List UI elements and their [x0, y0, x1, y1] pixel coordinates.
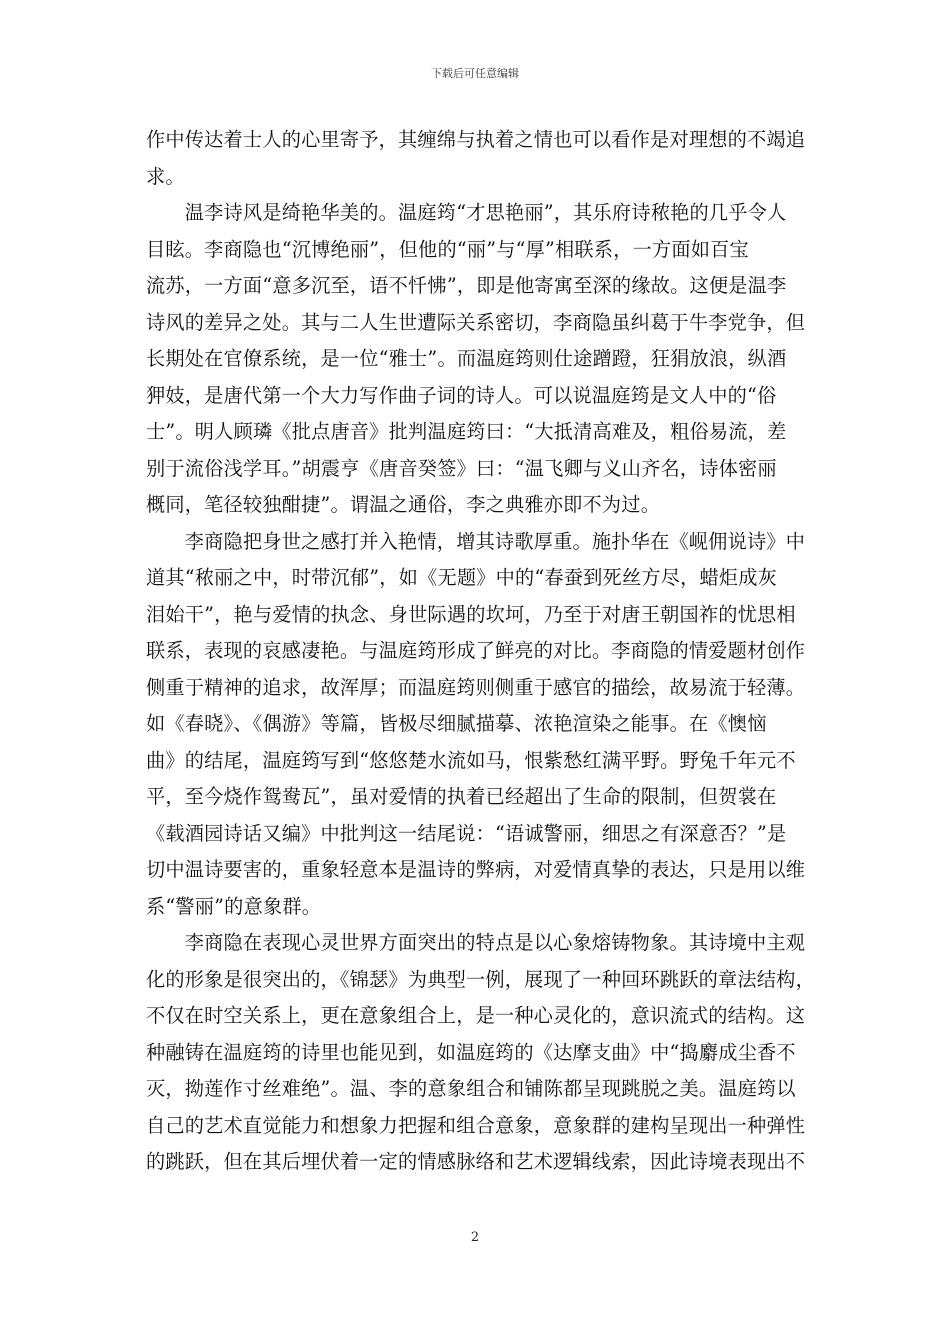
text-line: 流苏，一方面“意多沉至，语不忏怫”，即是他寄寓至深的缘故。这便是温李	[146, 274, 787, 297]
text-line: 切中温诗要害的，重象轻意本是温诗的弊病，对爱情真挚的表达，只是用以维	[146, 858, 806, 881]
text-line: 侧重于精神的追求，故浑厚；而温庭筠则侧重于感官的描绘，故易流于轻薄。	[146, 675, 806, 699]
page-header: 下载后可任意编辑	[431, 67, 519, 80]
text-line: 士”。明人顾璘《批点唐音》批判温庭筠曰：“大抵清高难及，粗俗易流，差	[146, 420, 787, 443]
text-line: 种融铸在温庭筠的诗里也能见到，如温庭筠的《达摩支曲》中“捣麝成尘香不	[146, 1040, 796, 1064]
text-line: 目眩。李商隐也“沉博绝丽”，但他的“丽”与“厚”相联系，一方面如百宝	[146, 237, 749, 261]
text-line: 《载酒园诗话又编》中批判这一结尾说：“语诚警丽，细思之有深意否？”是	[146, 821, 787, 845]
text-line: 狎妓，是唐代第一个大力写作曲子词的诗人。可以说温庭筠是文人中的“俗	[146, 383, 777, 407]
text-line: 泪始干”，艳与爱情的执念、身世际遇的坎坷，乃至于对唐王朝国祚的忧思相	[146, 602, 796, 626]
text-line: 如《春晓》、《偶游》等篇，皆极尽细腻描摹、浓艳渲染之能事。在《懊恼	[146, 712, 767, 735]
text-line: 平，至今烧作鸳鸯瓦”，虽对爱情的执着已经超出了生命的限制，但贺裳在	[146, 785, 777, 808]
text-line: 李商隐在表现心灵世界方面突出的特点是以心象熔铸物象。其诗境中主观	[146, 931, 806, 954]
text-line: 概同，笔径较独酣捷”。谓温之通俗，李之典雅亦即不为过。	[146, 493, 661, 516]
text-line: 求。	[146, 164, 185, 188]
text-line: 自己的艺术直觉能力和想象力把握和组合意象，意象群的建构呈现出一种弹性	[146, 1113, 806, 1137]
text-line: 长期处在官僚系统，是一位“雅士”。而温庭筠则仕途蹭蹬，狂狷放浪，纵酒	[146, 347, 787, 370]
text-line: 道其“秾丽之中，时带沉郁”，如《无题》中的“春蚕到死丝方尽，蜡炬成灰	[146, 566, 778, 589]
text-line: 不仅在时空关系上，更在意象组合上，是一种心灵化的，意识流式的结构。这	[146, 1004, 806, 1027]
text-line: 作中传达着士人的心里寄予，其缠绵与执着之情也可以看作是对理想的不竭追	[146, 128, 806, 151]
text-line: 别于流俗浅学耳。”胡震亨《唐音癸签》曰：“温飞卿与义山齐名，诗体密丽	[146, 456, 777, 480]
body-text	[146, 122, 815, 1181]
text-line: 灭，拗莲作寸丝难绝”。温、李的意象组合和铺陈都呈现跳脱之美。温庭筠以	[146, 1077, 796, 1100]
text-line: 李商隐把身世之感打并入艳情，增其诗歌厚重。施扑华在《岘佣说诗》中	[146, 529, 806, 553]
text-line: 系“警丽”的意象群。	[146, 894, 322, 918]
text-line: 化的形象是很突出的，《锦瑟》为典型一例，展现了一种回环跳跃的章法结构，	[146, 967, 815, 991]
text-line: 温李诗风是绮艳华美的。温庭筠“才思艳丽”，其乐府诗秾艳的几乎令人	[146, 201, 787, 224]
text-line: 诗风的差异之处。其与二人生世遭际关系密切，李商隐虽纠葛于牛李党争，但	[146, 310, 806, 334]
page-number: 2	[470, 1230, 480, 1245]
text-line: 联系，表现的哀感凄艳。与温庭筠形成了鲜亮的对比。李商隐的情爱题材创作	[146, 639, 806, 662]
text-line: 的跳跃，但在其后埋伏着一定的情感脉络和艺术逻辑线索，因此诗境表现出不	[146, 1150, 806, 1173]
text-line: 曲》的结尾，温庭筠写到“悠悠楚水流如马，恨紫愁红满平野。野兔千年元不	[146, 748, 796, 772]
